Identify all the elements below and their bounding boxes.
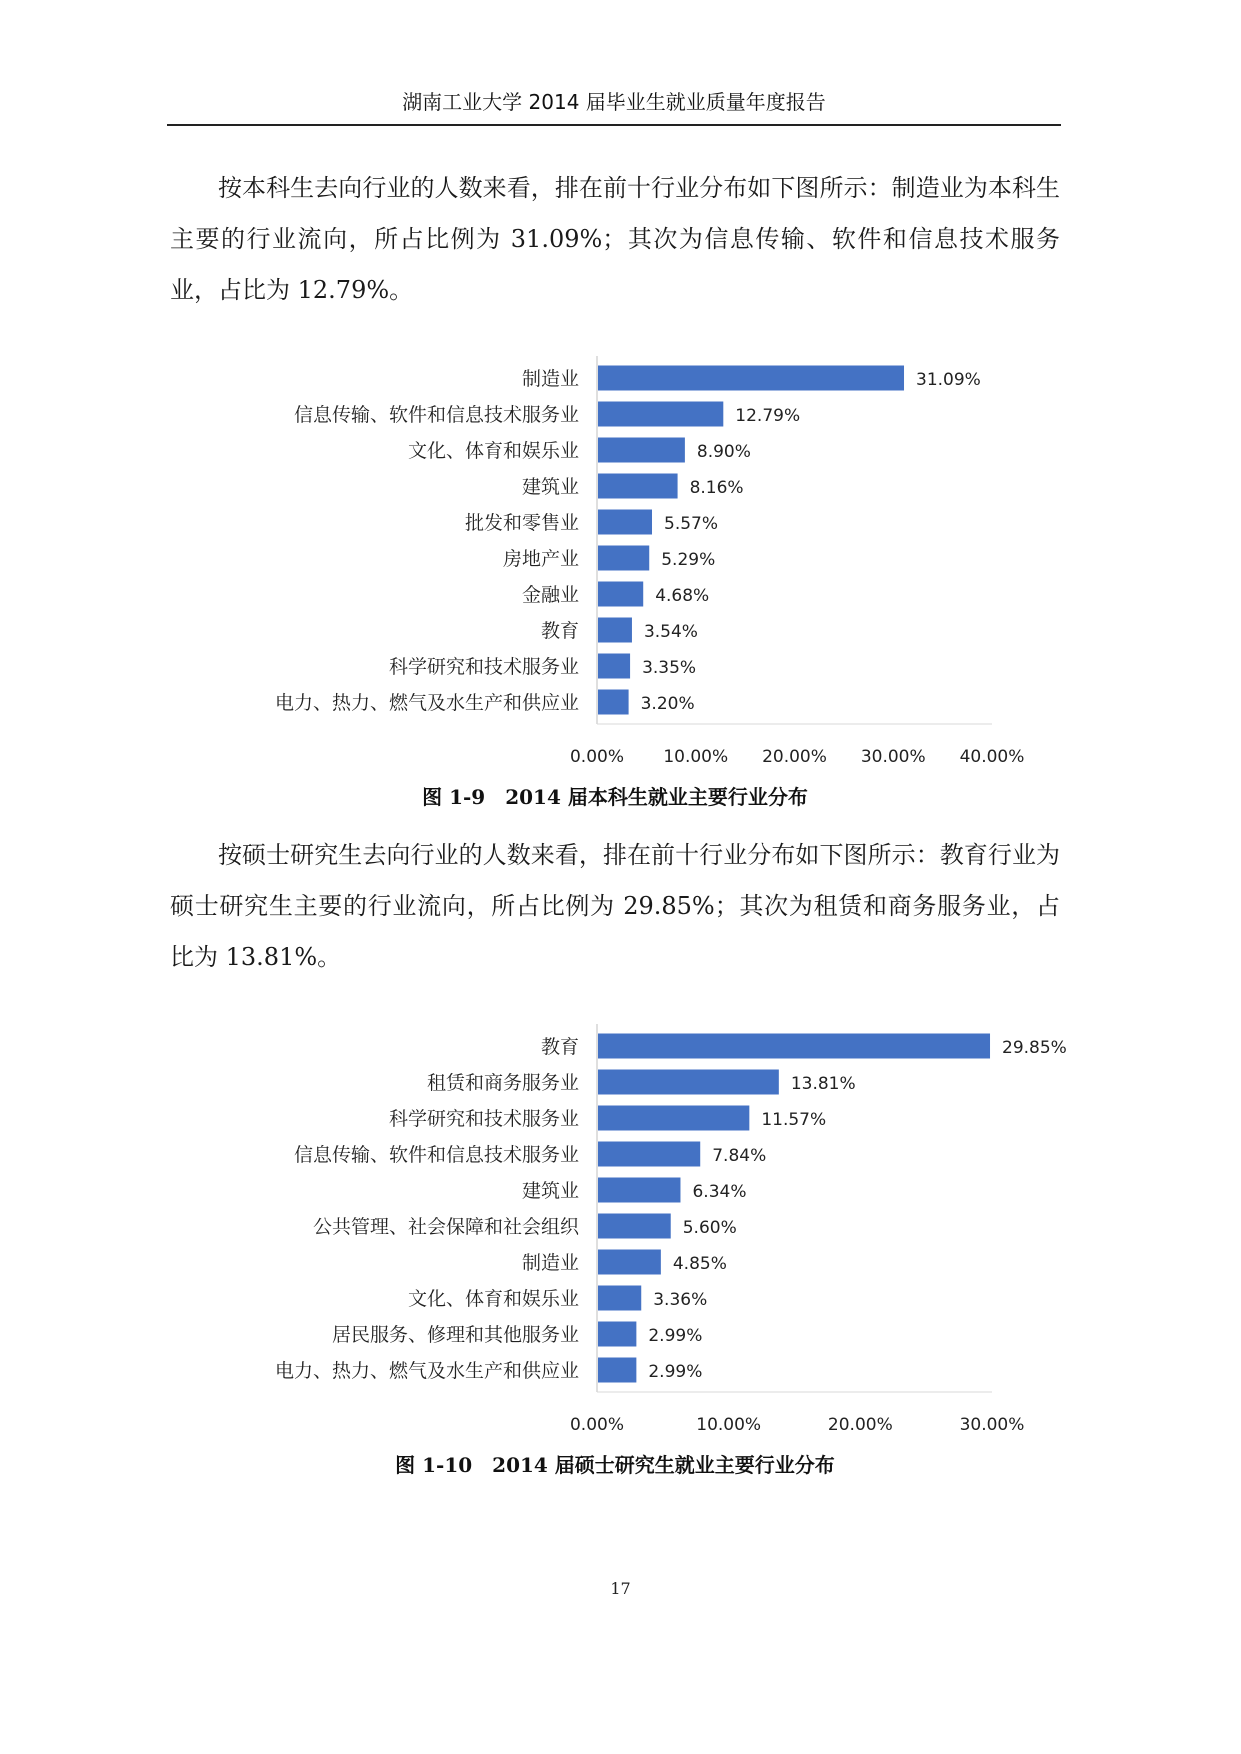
- x-tick-label: 30.00%: [959, 1415, 1025, 1435]
- data-label: 8.16%: [689, 478, 744, 498]
- x-tick-label: 0.00%: [569, 1415, 625, 1435]
- data-label: 3.36%: [653, 1290, 708, 1310]
- data-label: 13.81%: [790, 1074, 856, 1094]
- data-label: 5.60%: [682, 1218, 737, 1238]
- category-label: 金融业: [521, 584, 579, 606]
- category-label: 建筑业: [521, 1180, 579, 1202]
- category-label: 文化、体育和娱乐业: [407, 1288, 579, 1310]
- category-label: 公共管理、社会保障和社会组织: [312, 1216, 579, 1238]
- category-label: 信息传输、软件和信息技术服务业: [293, 1144, 579, 1166]
- category-label: 科学研究和技术服务业: [388, 1108, 579, 1130]
- category-label: 居民服务、修理和其他服务业: [331, 1324, 579, 1346]
- category-label: 文化、体育和娱乐业: [407, 440, 579, 462]
- data-label: 8.90%: [696, 442, 751, 462]
- x-tick-label: 10.00%: [663, 747, 729, 767]
- data-label: 3.54%: [643, 622, 698, 642]
- bar: [598, 1322, 636, 1347]
- bar: [598, 582, 643, 607]
- x-tick-label: 20.00%: [827, 1415, 893, 1435]
- data-label: 5.29%: [661, 550, 716, 570]
- data-label: 11.57%: [761, 1110, 827, 1130]
- category-label: 教育: [540, 620, 579, 642]
- bar: [598, 1106, 749, 1131]
- bar: [598, 438, 685, 463]
- category-label: 电力、热力、燃气及水生产和供应业: [274, 1360, 579, 1382]
- data-label: 2.99%: [648, 1326, 703, 1346]
- data-label: 3.35%: [642, 658, 697, 678]
- x-tick-label: 40.00%: [959, 747, 1025, 767]
- category-label: 科学研究和技术服务业: [388, 656, 579, 678]
- bar: [598, 1214, 671, 1239]
- figure-caption-1-10: 图 1-10 2014 届硕士研究生就业主要行业分布: [395, 1453, 835, 1477]
- figure-caption-1-9: 图 1-9 2014 届本科生就业主要行业分布: [422, 785, 808, 809]
- category-label: 制造业: [521, 1252, 579, 1274]
- bar: [598, 1178, 680, 1203]
- category-label: 租赁和商务服务业: [426, 1072, 579, 1094]
- category-label: 制造业: [521, 368, 579, 390]
- data-label: 5.57%: [664, 514, 719, 534]
- category-label: 批发和零售业: [464, 512, 579, 534]
- data-label: 4.68%: [655, 586, 710, 606]
- category-label: 房地产业: [502, 548, 579, 570]
- category-label: 建筑业: [521, 476, 579, 498]
- page-number: 17: [610, 1579, 631, 1598]
- data-label: 3.20%: [640, 694, 695, 714]
- bar: [598, 1034, 990, 1059]
- category-label: 电力、热力、燃气及水生产和供应业: [274, 692, 579, 714]
- bar: [598, 510, 652, 535]
- data-label: 6.34%: [692, 1182, 747, 1202]
- bar: [598, 618, 632, 643]
- bar: [598, 690, 629, 715]
- bar: [598, 1142, 700, 1167]
- page-header-title: 湖南工业大学 2014 届毕业生就业质量年度报告: [402, 90, 826, 114]
- x-tick-label: 10.00%: [696, 1415, 762, 1435]
- chart-undergraduate-industry: [170, 350, 1060, 770]
- category-label: 信息传输、软件和信息技术服务业: [293, 404, 579, 426]
- header-rule: [167, 124, 1061, 126]
- bar: [598, 474, 678, 499]
- paragraph-undergraduate: 按本科生去向行业的人数来看，排在前十行业分布如下图所示：制造业为本科生主要的行业流向，所占比例为 31.09%；其次为信息传输、软件和信息技术服务业，占比为 12.79%。: [170, 174, 1060, 304]
- x-tick-label: 30.00%: [860, 747, 926, 767]
- data-label: 7.84%: [712, 1146, 767, 1166]
- paragraph-graduate: 按硕士研究生去向行业的人数来看，排在前十行业分布如下图所示：教育行业为硕士研究生主要的行业流向，所占比例为 29.85%；其次为租赁和商务服务业，占比为 13.81%。: [170, 841, 1060, 971]
- x-tick-label: 0.00%: [569, 747, 625, 767]
- bar: [598, 654, 630, 679]
- data-label: 29.85%: [1002, 1038, 1067, 1058]
- data-label: 4.85%: [672, 1254, 727, 1274]
- data-label: 31.09%: [916, 370, 981, 390]
- x-tick-label: 20.00%: [762, 747, 827, 767]
- category-label: 教育: [540, 1036, 579, 1058]
- bar: [598, 1358, 636, 1383]
- data-label: 2.99%: [648, 1362, 703, 1382]
- bar: [598, 366, 904, 391]
- bar: [598, 546, 649, 571]
- bar: [598, 1070, 779, 1095]
- bar: [598, 402, 723, 427]
- bar: [598, 1250, 661, 1275]
- bar: [598, 1286, 641, 1311]
- data-label: 12.79%: [735, 406, 801, 426]
- chart-graduate-industry: [170, 1018, 1067, 1438]
